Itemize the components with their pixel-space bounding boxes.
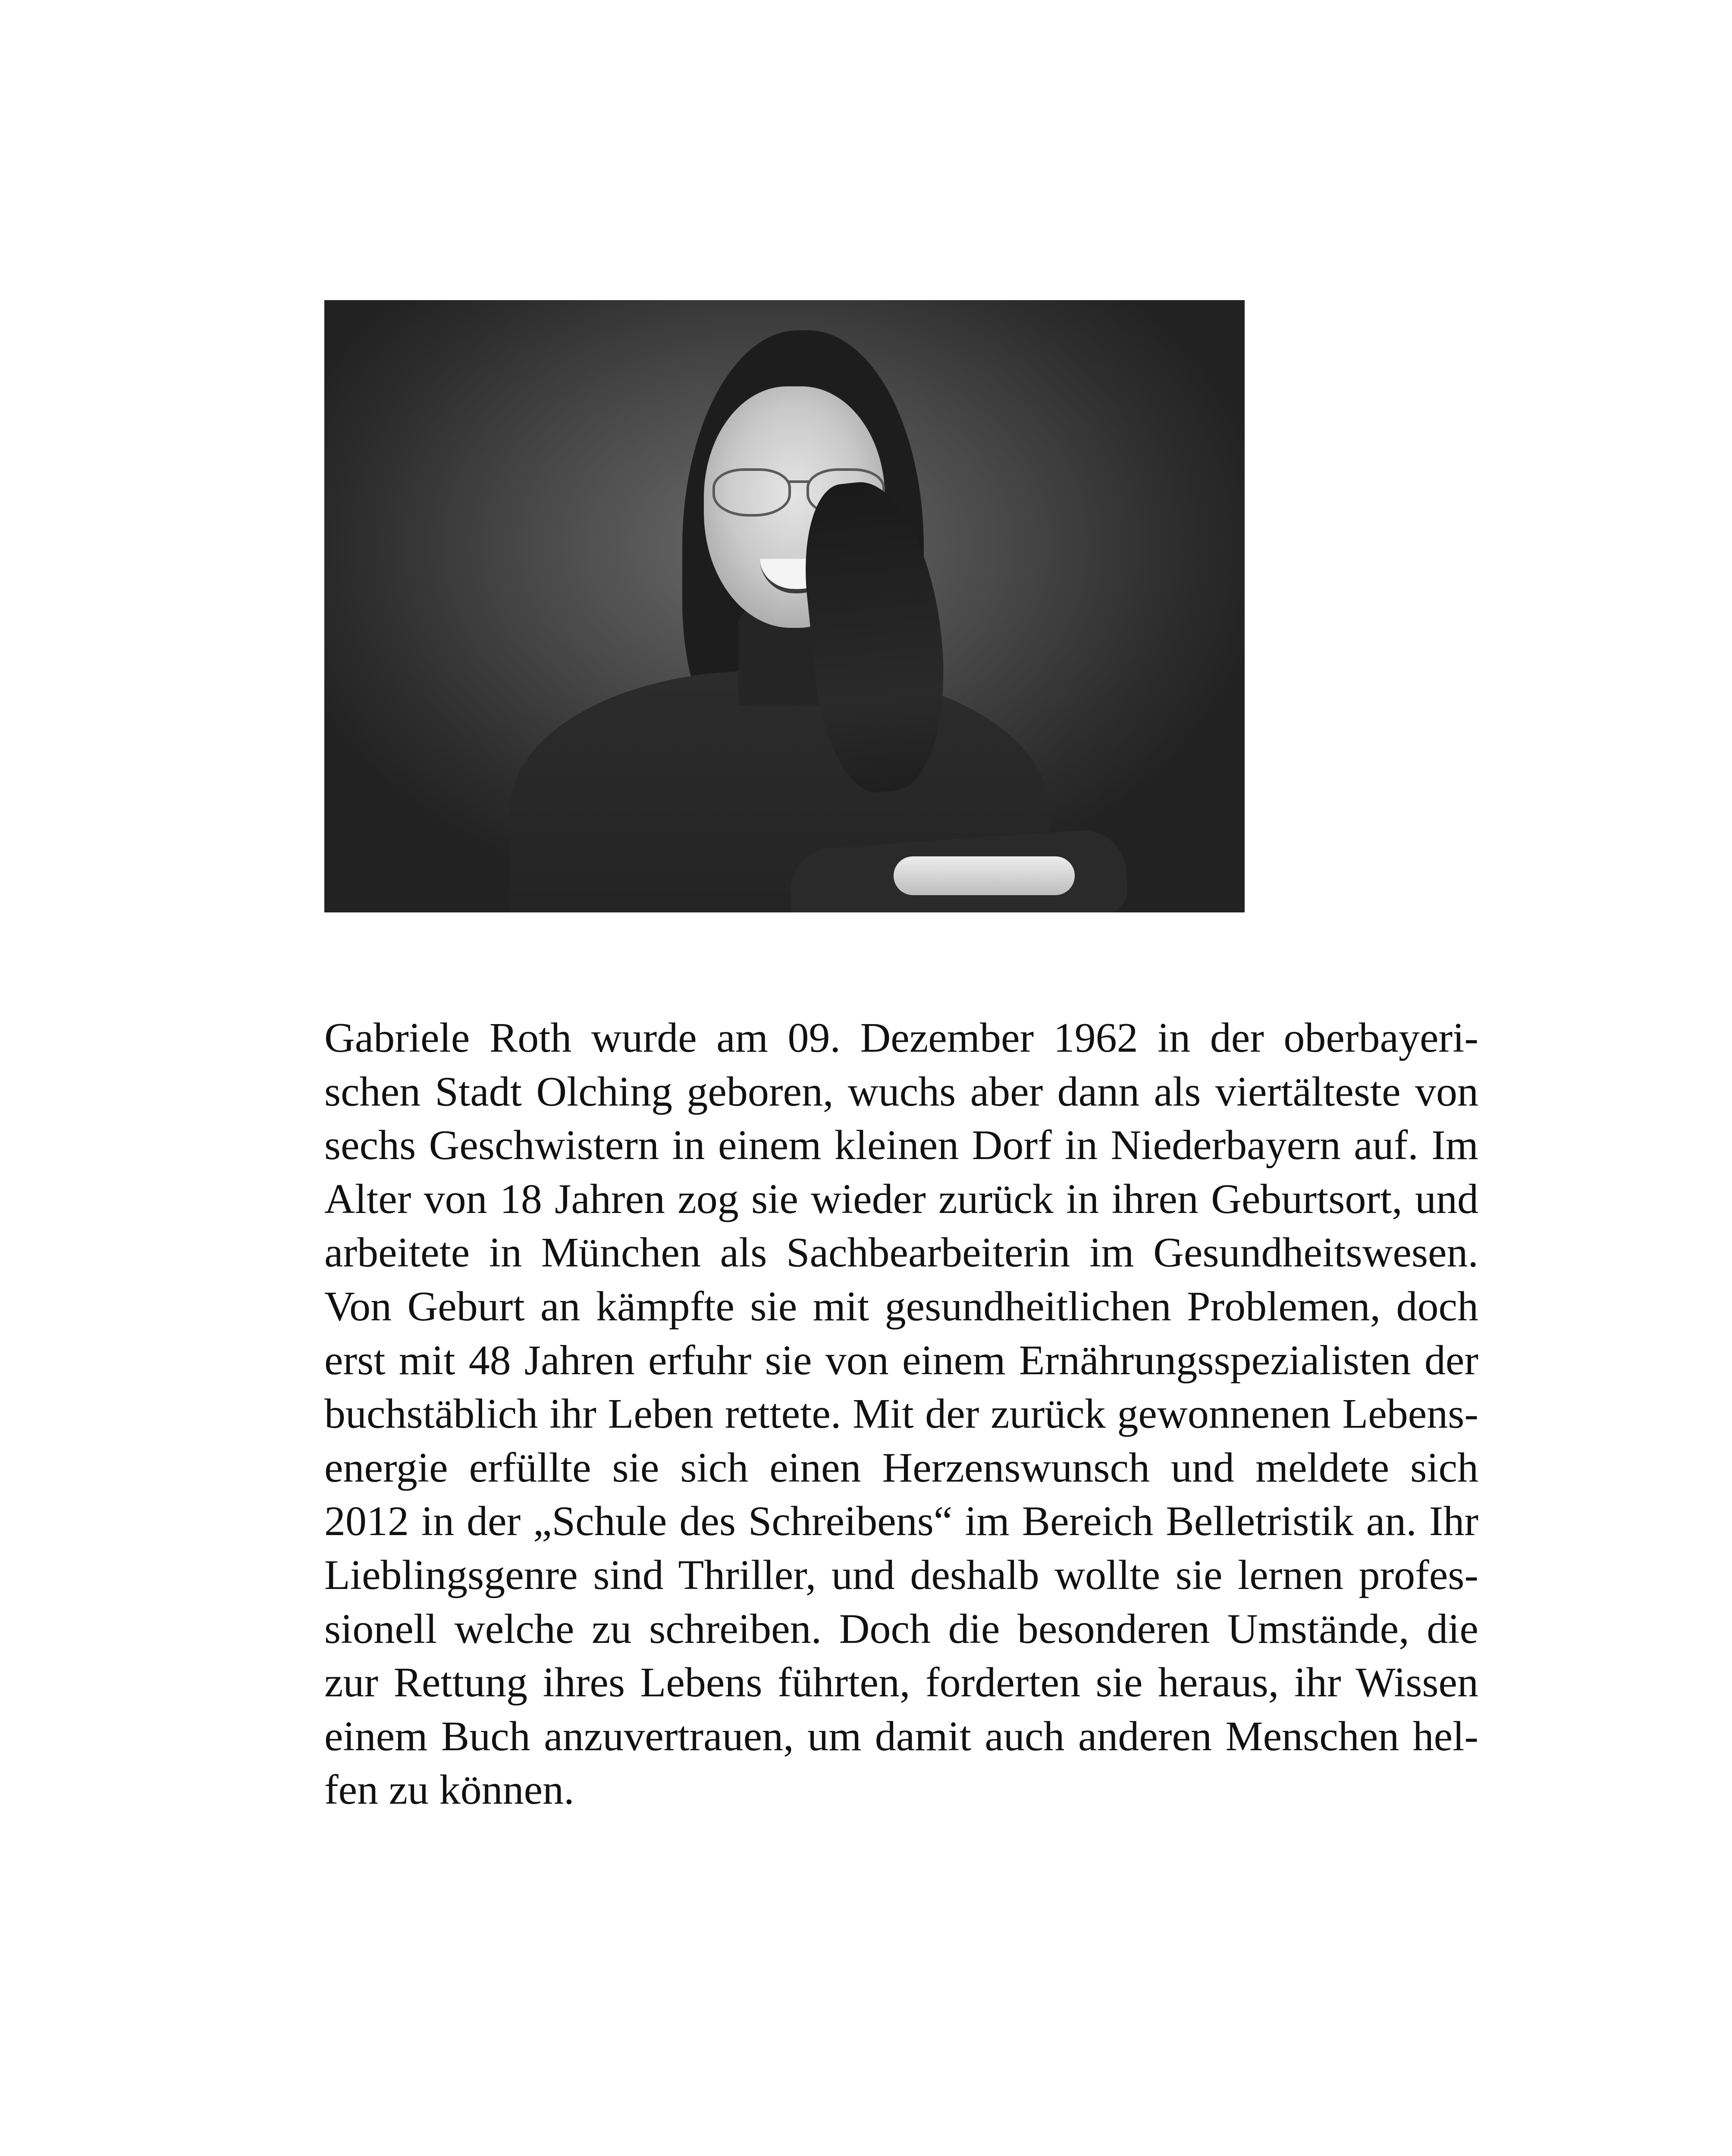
bio-line: sionell welche zu schreiben. Doch die besonderen Umstände, die [324, 1605, 1478, 1652]
bio-line: zur Rettung ihres Lebens führten, forderten sie heraus, ihr Wissen [324, 1659, 1478, 1706]
bio-line: buchstäblich ihr Leben rettete. Mit der zurück gewonnenen Lebens- [324, 1391, 1478, 1438]
bio-line: Gabriele Roth wurde am 09. Dezember 1962 in der oberbayeri- [324, 1015, 1478, 1061]
author-biography [324, 1011, 1478, 1817]
bio-line: Alter von 18 Jahren zog sie wieder zurück in ihren Geburtsort, und [324, 1175, 1478, 1222]
bio-line: schen Stadt Olching geboren, wuchs aber dann als viertälteste von [324, 1068, 1478, 1115]
bio-line: einem Buch anzuvertrauen, um damit auch anderen Menschen hel- [324, 1713, 1478, 1760]
bio-line: Lieblingsgenre sind Thriller, und deshalb wollte sie lernen profes- [324, 1551, 1478, 1598]
author-photo [324, 300, 1245, 912]
bio-line: arbeitete in München als Sachbearbeiterin im Gesundheitswesen. [324, 1229, 1478, 1276]
bio-line: 2012 in der „Schule des Schreibens“ im Bereich Belletristik an. Ihr [324, 1498, 1478, 1545]
bio-line: fen zu können. [324, 1767, 574, 1814]
bio-line: energie erfüllte sie sich einen Herzenswunsch und meldete sich [324, 1444, 1478, 1491]
bio-line: sechs Geschwistern in einem kleinen Dorf in Niederbayern auf. Im [324, 1122, 1478, 1169]
bio-line: Von Geburt an kämpfte sie mit gesundheitlichen Problemen, doch [324, 1283, 1478, 1330]
bio-line: erst mit 48 Jahren erfuhr sie von einem Ernährungsspezialisten der [324, 1337, 1478, 1384]
photo-hand [894, 856, 1075, 895]
